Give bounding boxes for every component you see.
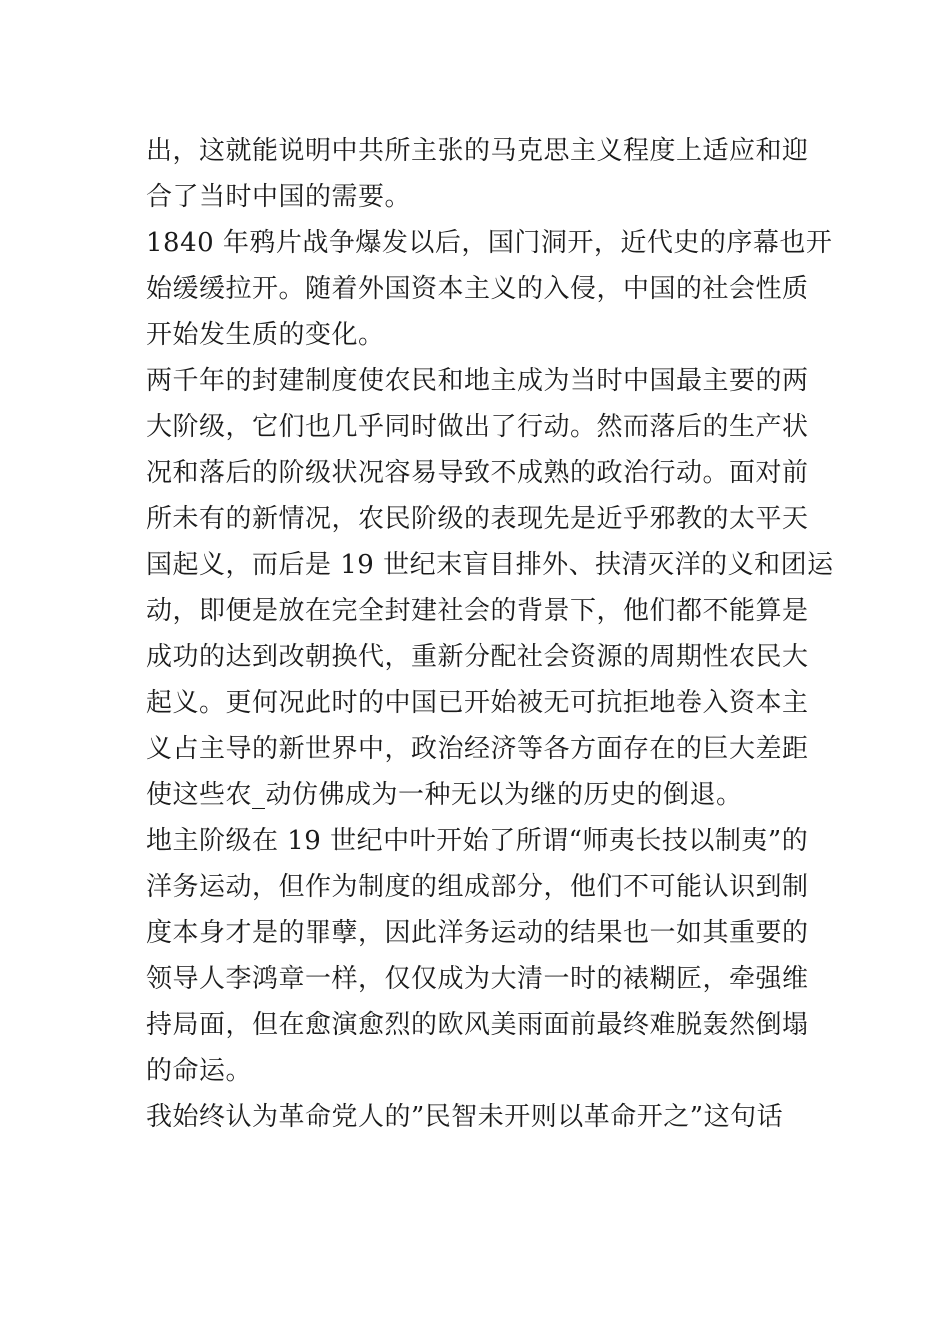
text-line: 国起义，而后是 19 世纪末盲目排外、扶清灭洋的义和团运	[146, 550, 834, 580]
text-line: 所未有的新情况，农民阶级的表现先是近乎邪教的太平天	[146, 504, 809, 534]
text-line: 大阶级，它们也几乎同时做出了行动。然而落后的生产状	[146, 412, 809, 442]
text-line: 1840 年鸦片战争爆发以后，国门洞开，近代史的序幕也开	[146, 228, 833, 258]
document-body	[146, 128, 834, 1140]
text-line: 洋务运动，但作为制度的组成部分，他们不可能认识到制	[146, 872, 809, 902]
text-line: 我始终认为革命党人的”民智未开则以革命开之”这句话	[146, 1102, 784, 1132]
text-line: 成功的达到改朝换代，重新分配社会资源的周期性农民大	[146, 642, 809, 672]
text-line: 度本身才是的罪孽，因此洋务运动的结果也一如其重要的	[146, 918, 809, 948]
text-line: 持局面，但在愈演愈烈的欧风美雨面前最终难脱轰然倒塌	[146, 1010, 809, 1040]
text-line: 动，即便是放在完全封建社会的背景下，他们都不能算是	[146, 596, 809, 626]
text-line: 领导人李鸿章一样，仅仅成为大清一时的裱糊匠，牵强维	[146, 964, 809, 994]
text-line: 况和落后的阶级状况容易导致不成熟的政治行动。面对前	[146, 458, 809, 488]
text-line: 出，这就能说明中共所主张的马克思主义程度上适应和迎	[146, 136, 809, 166]
text-line: 开始发生质的变化。	[146, 320, 385, 350]
text-line: 始缓缓拉开。随着外国资本主义的入侵，中国的社会性质	[146, 274, 809, 304]
text-line: 地主阶级在 19 世纪中叶开始了所谓“师夷长技以制夷”的	[146, 826, 809, 856]
text-line: 合了当时中国的需要。	[146, 182, 412, 212]
text-line: 使这些农_动仿佛成为一种无以为继的历史的倒退。	[146, 780, 743, 810]
text-line: 的命运。	[146, 1056, 253, 1086]
text-line: 起义。更何况此时的中国已开始被无可抗拒地卷入资本主	[146, 688, 809, 718]
text-line: 两千年的封建制度使农民和地主成为当时中国最主要的两	[146, 366, 809, 396]
text-line: 义占主导的新世界中，政治经济等各方面存在的巨大差距	[146, 734, 809, 764]
